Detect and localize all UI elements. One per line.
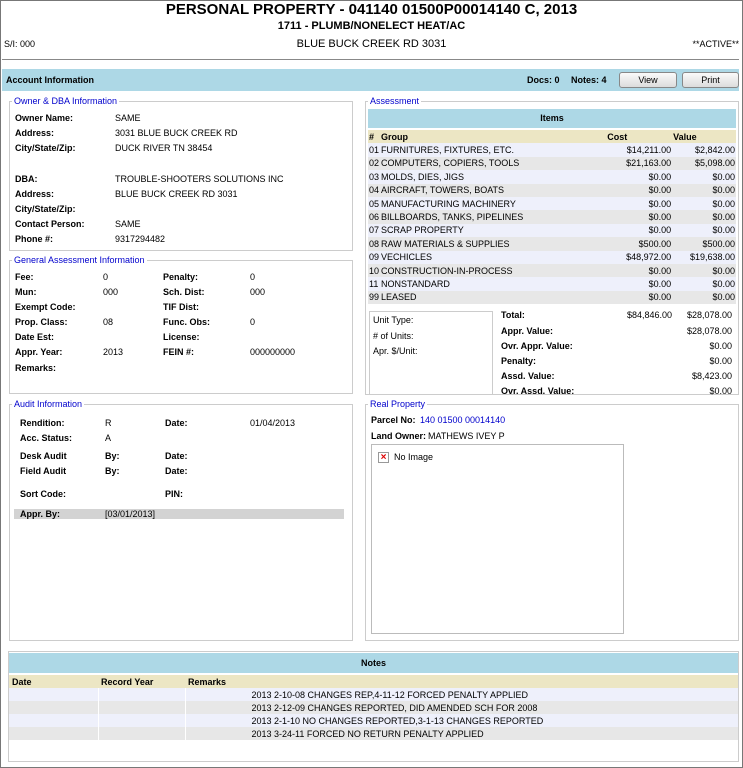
assessment-penalty-label: Penalty: bbox=[501, 356, 537, 366]
item-num: 04 bbox=[369, 185, 380, 196]
notes-header-row bbox=[9, 675, 738, 688]
col-num: # bbox=[368, 130, 380, 143]
view-button[interactable]: View bbox=[619, 72, 677, 88]
audit-date-label: Date: bbox=[165, 418, 188, 428]
dba-address-label: Address: bbox=[15, 189, 55, 199]
note-date bbox=[9, 688, 98, 701]
table-row bbox=[368, 224, 736, 237]
col-date: Date bbox=[9, 675, 98, 688]
assd-value-label: Assd. Value: bbox=[501, 371, 555, 381]
table-row bbox=[368, 264, 736, 277]
item-value: $0.00 bbox=[672, 224, 736, 237]
note-date bbox=[9, 727, 98, 740]
remarks-label: Remarks: bbox=[15, 363, 57, 373]
note-year bbox=[98, 714, 185, 727]
note-date bbox=[9, 701, 98, 714]
table-row bbox=[368, 237, 736, 250]
table-row bbox=[9, 701, 738, 714]
account-info-label: Account Information bbox=[6, 75, 94, 85]
item-cost: $0.00 bbox=[606, 210, 672, 223]
table-row bbox=[9, 688, 738, 701]
property-address: BLUE BUCK CREEK RD 3031 bbox=[296, 38, 447, 50]
appr-year-value: 2013 bbox=[103, 347, 124, 357]
item-num: 99 bbox=[369, 292, 380, 303]
item-value: $500.00 bbox=[672, 237, 736, 250]
total-value-value: $28,078.00 bbox=[686, 310, 732, 320]
item-group: RAW MATERIALS & SUPPLIES bbox=[380, 237, 606, 250]
item-cost: $48,972.00 bbox=[606, 251, 672, 264]
item-group: COMPUTERS, COPIERS, TOOLS bbox=[380, 157, 606, 170]
acc-status-label: Acc. Status: bbox=[20, 433, 73, 443]
owner-dba-legend: Owner & DBA Information bbox=[14, 96, 118, 106]
ovr-assd-label: Ovr. Assd. Value: bbox=[501, 386, 575, 396]
total-label: Total: bbox=[501, 310, 525, 320]
property-image bbox=[371, 444, 624, 634]
field-audit-date-label: Date: bbox=[165, 466, 188, 476]
item-value: $0.00 bbox=[672, 170, 736, 183]
no-image-text: No Image bbox=[394, 452, 434, 462]
total-cost-value: $84,846.00 bbox=[626, 310, 672, 320]
item-group: CONSTRUCTION-IN-PROCESS bbox=[380, 264, 606, 277]
notes-table bbox=[9, 675, 738, 740]
item-cost: $0.00 bbox=[606, 291, 672, 304]
field-audit-by-label: By: bbox=[105, 466, 120, 476]
table-row bbox=[368, 291, 736, 304]
notes-header: Notes bbox=[9, 653, 738, 673]
appr-value-label: Appr. Value: bbox=[501, 326, 554, 336]
item-group: AIRCRAFT, TOWERS, BOATS bbox=[380, 184, 606, 197]
rendition-value: R bbox=[105, 418, 112, 428]
item-cost: $0.00 bbox=[606, 224, 672, 237]
rendition-label: Rendition: bbox=[20, 418, 65, 428]
table-row bbox=[368, 143, 736, 156]
pin-label: PIN: bbox=[165, 489, 183, 499]
notes-count: Notes: 4 bbox=[571, 75, 607, 85]
item-num: 10 bbox=[369, 265, 380, 276]
item-group: SCRAP PROPERTY bbox=[380, 224, 606, 237]
dba-address-value: BLUE BUCK CREEK RD 3031 bbox=[115, 189, 238, 199]
item-group: FURNITURES, FIXTURES, ETC. bbox=[380, 143, 606, 156]
item-cost: $0.00 bbox=[606, 184, 672, 197]
ovr-appr-value: $0.00 bbox=[709, 341, 732, 351]
page-subtitle: 1711 - PLUMB/NONELECT HEAT/AC bbox=[277, 20, 466, 32]
owner-csz-value: DUCK RIVER TN 38454 bbox=[115, 143, 213, 153]
sort-code-label: Sort Code: bbox=[20, 489, 66, 499]
item-group: NONSTANDARD bbox=[380, 277, 606, 290]
phone-value: 9317294482 bbox=[115, 234, 166, 244]
table-row bbox=[368, 157, 736, 170]
item-value: $0.00 bbox=[672, 210, 736, 223]
penalty-label: Penalty: bbox=[163, 272, 199, 282]
page-title: PERSONAL PROPERTY - 041140 01500P00014140 C, 2013 bbox=[165, 1, 578, 18]
note-year bbox=[98, 701, 185, 714]
item-num: 08 bbox=[369, 238, 380, 249]
item-num: 11 bbox=[369, 278, 379, 289]
ovr-assd-value: $0.00 bbox=[709, 386, 732, 396]
contact-value: SAME bbox=[115, 219, 141, 229]
item-num: 02 bbox=[369, 158, 380, 169]
assd-value-value: $8,423.00 bbox=[691, 371, 732, 381]
real-property-legend: Real Property bbox=[370, 399, 426, 409]
account-info-bar bbox=[2, 69, 739, 91]
note-remarks: 2013 3-24-11 FORCED NO RETURN PENALTY APPLIED bbox=[185, 727, 738, 740]
items-header-row bbox=[368, 130, 736, 143]
note-remarks: 2013 2-1-10 NO CHANGES REPORTED,3-1-13 CHANGES REPORTED bbox=[185, 714, 738, 727]
note-remarks: 2013 2-10-08 CHANGES REP,4-11-12 FORCED PENALTY APPLIED bbox=[185, 688, 738, 701]
col-remarks: Remarks bbox=[185, 675, 738, 688]
status-badge: **ACTIVE** bbox=[692, 39, 739, 49]
sch-dist-value: 000 bbox=[250, 287, 266, 297]
num-units-label: # of Units: bbox=[373, 331, 414, 341]
item-cost: $21,163.00 bbox=[606, 157, 672, 170]
desk-audit-by-label: By: bbox=[105, 451, 120, 461]
appr-per-unit-label: Apr. $/Unit: bbox=[373, 346, 418, 356]
sch-dist-label: Sch. Dist: bbox=[163, 287, 205, 297]
print-button[interactable]: Print bbox=[682, 72, 739, 88]
col-group: Group bbox=[380, 130, 606, 143]
appr-by-row bbox=[14, 509, 344, 519]
parcel-link[interactable]: 140 01500 00014140 bbox=[420, 415, 506, 425]
table-row bbox=[368, 197, 736, 210]
date-est-label: Date Est: bbox=[15, 332, 55, 342]
owner-address-label: Address: bbox=[15, 128, 55, 138]
item-value: $0.00 bbox=[672, 184, 736, 197]
dba-value: TROUBLE-SHOOTERS SOLUTIONS INC bbox=[115, 174, 284, 184]
header-divider bbox=[2, 59, 739, 60]
broken-image-icon: × bbox=[378, 452, 389, 463]
mun-value: 000 bbox=[103, 287, 119, 297]
note-date bbox=[9, 714, 98, 727]
items-table bbox=[368, 130, 736, 304]
col-record-year: Record Year bbox=[98, 675, 185, 688]
item-value: $0.00 bbox=[672, 264, 736, 277]
item-cost: $0.00 bbox=[606, 264, 672, 277]
appr-year-label: Appr. Year: bbox=[15, 347, 63, 357]
item-group: BILLBOARDS, TANKS, PIPELINES bbox=[380, 210, 606, 223]
parcel-label: Parcel No: bbox=[371, 415, 416, 425]
land-owner-label: Land Owner: bbox=[371, 431, 427, 441]
col-cost: Cost bbox=[606, 130, 672, 143]
appr-by-value: [03/01/2013] bbox=[105, 509, 156, 519]
func-obs-value: 0 bbox=[250, 317, 256, 327]
items-header: Items bbox=[368, 109, 736, 128]
license-label: License: bbox=[163, 332, 200, 342]
item-num: 06 bbox=[369, 212, 380, 223]
col-value: Value bbox=[672, 130, 736, 143]
ovr-appr-label: Ovr. Appr. Value: bbox=[501, 341, 573, 351]
fein-value: 000000000 bbox=[250, 347, 296, 357]
owner-name-label: Owner Name: bbox=[15, 113, 74, 123]
fein-label: FEIN #: bbox=[163, 347, 195, 357]
dba-csz-label: City/State/Zip: bbox=[15, 204, 76, 214]
fee-value: 0 bbox=[103, 272, 109, 282]
item-group: VECHICLES bbox=[380, 251, 606, 264]
table-row bbox=[9, 714, 738, 727]
general-assessment-legend: General Assessment Information bbox=[14, 255, 145, 265]
item-cost: $0.00 bbox=[606, 170, 672, 183]
appr-value-value: $28,078.00 bbox=[686, 326, 732, 336]
item-num: 01 bbox=[369, 145, 380, 156]
note-remarks: 2013 2-12-09 CHANGES REPORTED, DID AMENDED SCH FOR 2008 bbox=[185, 701, 738, 714]
item-value: $0.00 bbox=[672, 197, 736, 210]
item-group: MOLDS, DIES, JIGS bbox=[380, 170, 606, 183]
item-value: $0.00 bbox=[672, 277, 736, 290]
owner-csz-label: City/State/Zip: bbox=[15, 143, 76, 153]
item-cost: $0.00 bbox=[606, 277, 672, 290]
docs-count: Docs: 0 bbox=[527, 75, 560, 85]
desk-audit-label: Desk Audit bbox=[20, 451, 67, 461]
penalty-value: 0 bbox=[250, 272, 256, 282]
item-num: 09 bbox=[369, 252, 380, 263]
table-row bbox=[368, 277, 736, 290]
note-year bbox=[98, 727, 185, 740]
tif-dist-label: TIF Dist: bbox=[163, 302, 199, 312]
audit-date-value: 01/04/2013 bbox=[250, 418, 296, 428]
owner-name-value: SAME bbox=[115, 113, 141, 123]
dba-label: DBA: bbox=[15, 174, 38, 184]
item-value: $2,842.00 bbox=[672, 143, 736, 156]
contact-label: Contact Person: bbox=[15, 219, 85, 229]
table-row bbox=[368, 210, 736, 223]
table-row bbox=[368, 170, 736, 183]
table-row bbox=[368, 184, 736, 197]
phone-label: Phone #: bbox=[15, 234, 54, 244]
item-group: LEASED bbox=[380, 291, 606, 304]
desk-audit-date-label: Date: bbox=[165, 451, 188, 461]
land-owner-value: MATHEWS IVEY P bbox=[428, 431, 505, 441]
unit-type-label: Unit Type: bbox=[373, 315, 414, 325]
item-value: $19,638.00 bbox=[672, 251, 736, 264]
field-audit-label: Field Audit bbox=[20, 466, 67, 476]
acc-status-value: A bbox=[105, 433, 112, 443]
audit-legend: Audit Information bbox=[14, 399, 83, 409]
assessment-legend: Assessment bbox=[370, 96, 420, 106]
note-year bbox=[98, 688, 185, 701]
prop-class-label: Prop. Class: bbox=[15, 317, 68, 327]
si-label: S/I: 000 bbox=[4, 39, 36, 49]
table-row bbox=[9, 727, 738, 740]
item-num: 03 bbox=[369, 171, 380, 182]
item-cost: $14,211.00 bbox=[606, 143, 672, 156]
item-num: 07 bbox=[369, 225, 380, 236]
assessment-penalty-value: $0.00 bbox=[709, 356, 732, 366]
item-cost: $0.00 bbox=[606, 197, 672, 210]
table-row bbox=[368, 251, 736, 264]
appr-by-label: Appr. By: bbox=[20, 509, 61, 519]
func-obs-label: Func. Obs: bbox=[163, 317, 210, 327]
exempt-code-label: Exempt Code: bbox=[15, 302, 76, 312]
item-value: $0.00 bbox=[672, 291, 736, 304]
item-num: 05 bbox=[369, 198, 380, 209]
prop-class-value: 08 bbox=[103, 317, 114, 327]
owner-address-value: 3031 BLUE BUCK CREEK RD bbox=[115, 128, 238, 138]
mun-label: Mun: bbox=[15, 287, 37, 297]
fee-label: Fee: bbox=[15, 272, 34, 282]
item-group: MANUFACTURING MACHINERY bbox=[380, 197, 606, 210]
item-cost: $500.00 bbox=[606, 237, 672, 250]
item-value: $5,098.00 bbox=[672, 157, 736, 170]
